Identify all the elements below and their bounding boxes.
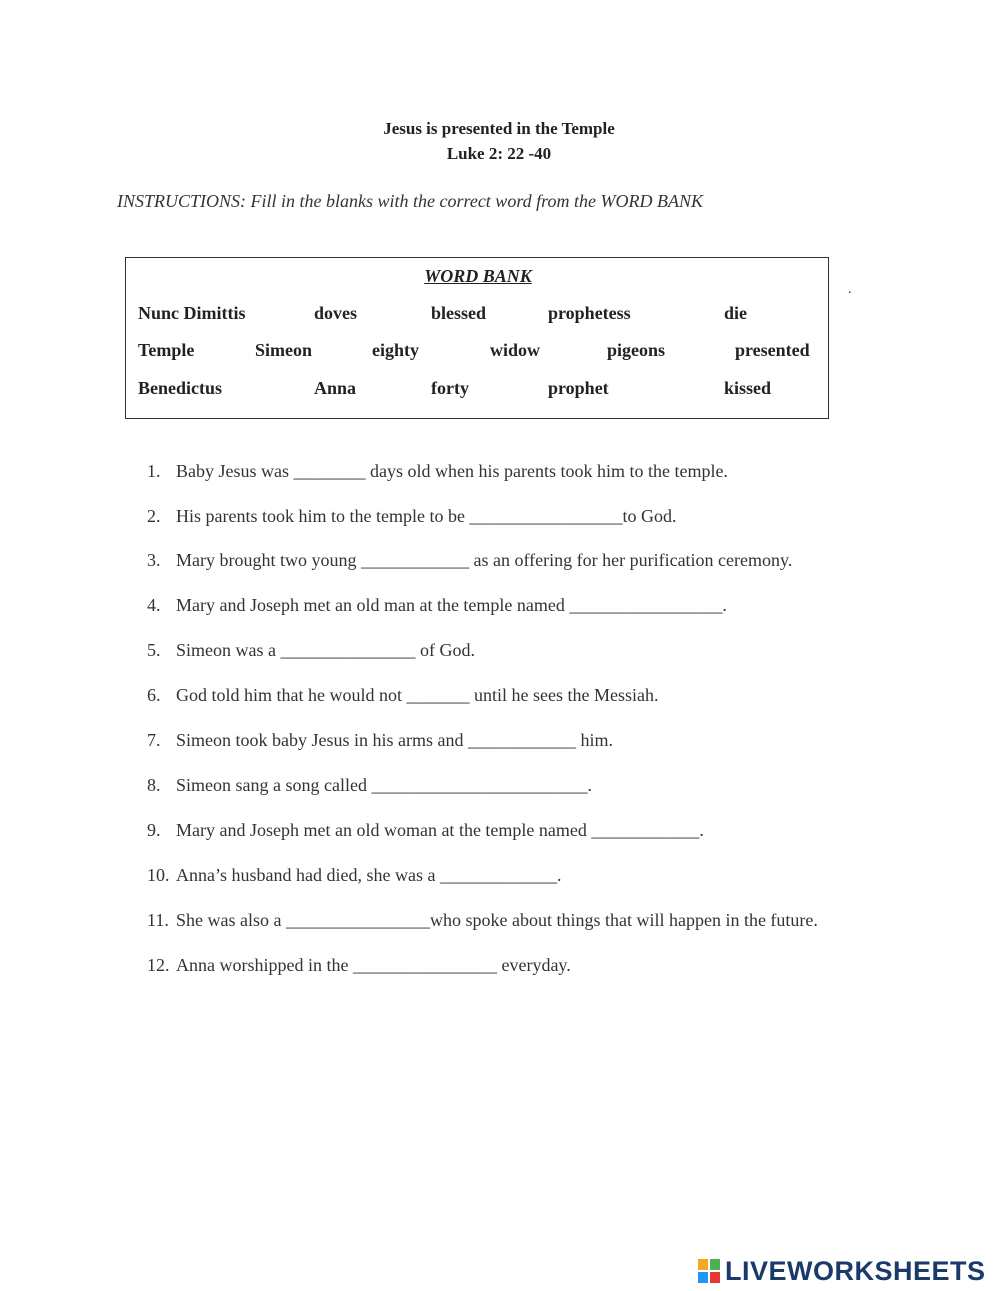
word-bank-word: prophet	[548, 378, 609, 398]
question-item[interactable]	[147, 775, 592, 796]
logo-block-icon	[697, 1271, 709, 1284]
logo-block-icon	[697, 1258, 709, 1271]
question-item[interactable]	[147, 730, 613, 751]
stray-mark: .	[848, 282, 852, 297]
question-text: Simeon was a _______________ of God.	[176, 640, 475, 660]
question-item[interactable]	[147, 910, 818, 931]
question-number: 11.	[147, 910, 169, 930]
liveworksheets-logo-icon	[697, 1258, 721, 1284]
question-number: 8.	[147, 775, 161, 795]
question-item[interactable]	[147, 955, 571, 976]
word-bank-word: widow	[490, 340, 541, 360]
word-bank-word: kissed	[724, 378, 772, 398]
question-number: 1.	[147, 461, 161, 481]
question-number: 10.	[147, 865, 170, 885]
question-text: Anna’s husband had died, she was a _____________.	[176, 865, 562, 885]
word-bank-word: Temple	[138, 340, 195, 360]
question-text: Simeon sang a song called ________________________.	[176, 775, 592, 795]
question-item[interactable]	[147, 595, 727, 616]
logo-block-icon	[709, 1271, 721, 1284]
question-number: 2.	[147, 506, 161, 526]
question-text: She was also a ________________who spoke about things that will happen in the future.	[176, 910, 818, 930]
page-title: Jesus is presented in the Temple	[383, 119, 615, 138]
question-text: Baby Jesus was ________ days old when his parents took him to the temple.	[176, 461, 728, 481]
word-bank-word: Anna	[314, 378, 357, 398]
question-item[interactable]	[147, 461, 728, 482]
question-number: 4.	[147, 595, 161, 615]
logo-block-icon	[709, 1258, 721, 1271]
word-bank-word: pigeons	[607, 340, 666, 360]
question-text: His parents took him to the temple to be _________________to God.	[176, 506, 677, 526]
word-bank-word: eighty	[372, 340, 419, 360]
question-number: 7.	[147, 730, 161, 750]
word-bank-word: Benedictus	[138, 378, 223, 398]
question-item[interactable]	[147, 640, 475, 661]
question-text: Mary brought two young ____________ as an offering for her purification ceremony.	[176, 550, 793, 570]
word-bank-word: blessed	[431, 303, 487, 323]
question-text: God told him that he would not _______ until he sees the Messiah.	[176, 685, 659, 705]
word-bank-word: forty	[431, 378, 469, 398]
question-number: 5.	[147, 640, 161, 660]
question-text: Mary and Joseph met an old man at the temple named _________________.	[176, 595, 727, 615]
question-number: 12.	[147, 955, 170, 975]
word-bank-word: presented	[735, 340, 810, 360]
word-bank-word: Nunc Dimittis	[138, 303, 246, 323]
question-number: 6.	[147, 685, 161, 705]
question-text: Simeon took baby Jesus in his arms and ____________ him.	[176, 730, 613, 750]
word-bank-word: doves	[314, 303, 358, 323]
liveworksheets-logo[interactable]	[697, 1256, 986, 1286]
question-text: Mary and Joseph met an old woman at the temple named ____________.	[176, 820, 704, 840]
question-item[interactable]	[147, 685, 658, 706]
question-item[interactable]	[147, 865, 561, 886]
word-bank-heading: WORD BANK	[424, 266, 532, 286]
question-item[interactable]	[147, 550, 792, 571]
question-number: 3.	[147, 550, 161, 570]
question-item[interactable]	[147, 820, 704, 841]
word-bank-box	[125, 257, 829, 419]
question-item[interactable]	[147, 506, 676, 527]
question-text: Anna worshipped in the ________________ everyday.	[176, 955, 571, 975]
brand-name: LIVEWORKSHEETS	[725, 1255, 986, 1286]
question-number: 9.	[147, 820, 161, 840]
instructions-text: INSTRUCTIONS: Fill in the blanks with the correct word from the WORD BANK	[117, 191, 703, 211]
word-bank-word: Simeon	[255, 340, 313, 360]
scripture-reference: Luke 2: 22 -40	[446, 144, 552, 163]
word-bank-word: prophetess	[548, 303, 631, 323]
word-bank-word: die	[724, 303, 748, 323]
